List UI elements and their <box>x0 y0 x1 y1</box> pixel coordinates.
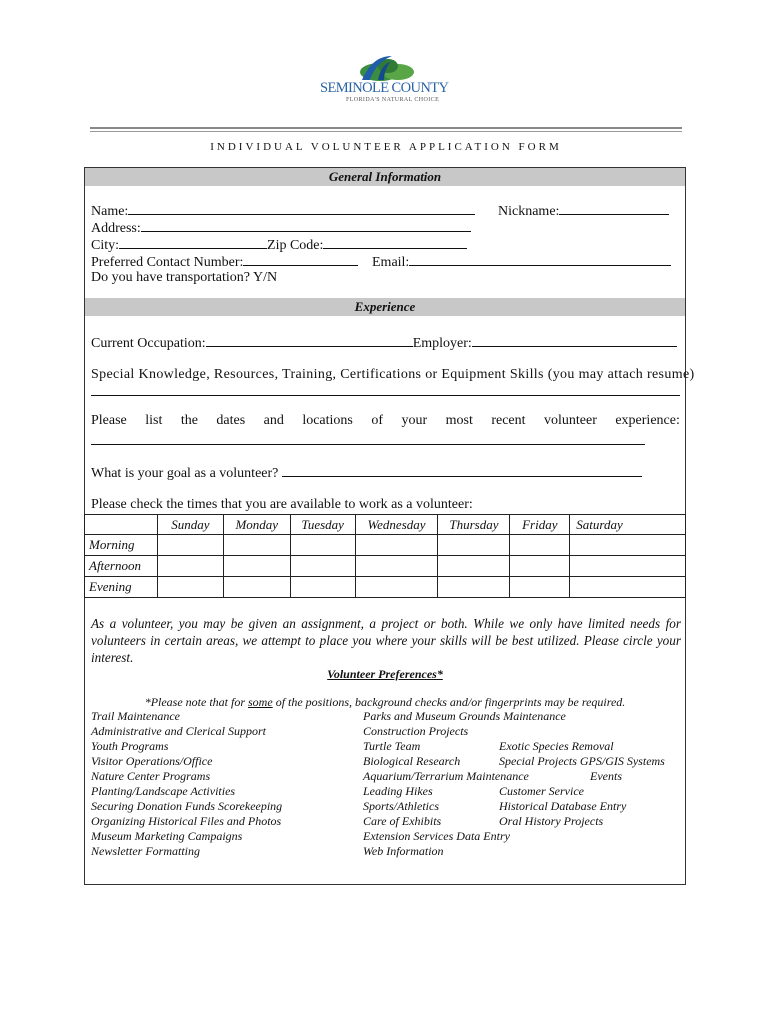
day-tuesday: Tuesday <box>290 515 355 535</box>
day-friday: Friday <box>510 515 570 535</box>
goal-label: What is your goal as a volunteer? <box>91 466 279 481</box>
form-title: INDIVIDUAL VOLUNTEER APPLICATION FORM <box>210 141 562 153</box>
availability-cell[interactable] <box>438 556 510 577</box>
contact-label: Preferred Contact Number: <box>91 255 244 270</box>
preference-option[interactable]: Organizing Historical Files and Photos <box>91 814 282 828</box>
preference-option[interactable]: Trail Maintenance <box>91 709 180 723</box>
availability-cell[interactable] <box>223 577 290 598</box>
recent-experience-word: the <box>180 413 198 428</box>
employer-label: Employer: <box>412 336 472 351</box>
preference-option[interactable]: Administrative and Clerical Support <box>91 724 266 738</box>
address-field[interactable] <box>141 218 471 232</box>
preference-option[interactable]: Care of Exhibits <box>363 814 442 828</box>
goal-row <box>91 463 642 482</box>
preference-option[interactable]: Visitor Operations/Office <box>91 754 213 768</box>
corner-cell <box>85 515 158 535</box>
nickname-field[interactable] <box>559 201 669 215</box>
occupation-label: Current Occupation: <box>91 336 206 351</box>
preference-option[interactable]: Leading Hikes <box>363 784 433 798</box>
availability-cell[interactable] <box>438 535 510 556</box>
preference-option[interactable]: Nature Center Programs <box>91 769 211 783</box>
availability-cell[interactable] <box>157 535 223 556</box>
availability-cell[interactable] <box>570 535 686 556</box>
time-evening: Evening <box>85 577 158 598</box>
afternoon-row <box>85 556 686 577</box>
preference-option[interactable]: Oral History Projects <box>499 814 604 828</box>
day-monday: Monday <box>223 515 290 535</box>
assignment-note: As a volunteer, you may be given an assignment, a project or both. While we only have limited needs for volunteers in certain areas, we attempt to place you where your skills will be best utilized. Please circle your interest. <box>91 616 681 665</box>
preferences-note <box>84 695 686 710</box>
nickname-row <box>498 201 669 220</box>
recent-experience-prompt <box>91 412 680 429</box>
occupation-row <box>91 333 677 352</box>
city-label: City: <box>91 238 120 253</box>
availability-table <box>84 514 686 598</box>
preference-option[interactable]: Customer Service <box>499 784 584 798</box>
availability-cell[interactable] <box>355 577 438 598</box>
preference-option[interactable]: Youth Programs <box>91 739 169 753</box>
zip-field[interactable] <box>323 235 467 249</box>
preferences-note-after: of the positions, background checks and/or fingerprints may be required. <box>272 695 626 709</box>
recent-experience-word: volunteer <box>544 413 597 428</box>
preference-option[interactable]: Web Information <box>363 844 444 858</box>
name-field[interactable] <box>128 201 475 215</box>
availability-cell[interactable] <box>510 556 570 577</box>
day-thursday: Thursday <box>438 515 510 535</box>
top-rule-thin <box>90 131 682 132</box>
availability-cell[interactable] <box>510 535 570 556</box>
recent-experience-word: and <box>263 413 284 428</box>
occupation-field[interactable] <box>206 333 413 347</box>
day-saturday: Saturday <box>570 515 686 535</box>
email-label: Email: <box>372 255 410 270</box>
preference-option[interactable]: Newsletter Formatting <box>91 844 200 858</box>
recent-experience-word: most <box>445 413 473 428</box>
preference-option[interactable]: Construction Projects <box>363 724 469 738</box>
preferences-note-before: *Please note that for <box>144 695 249 709</box>
preference-option[interactable]: Turtle Team <box>363 739 421 753</box>
time-morning: Morning <box>85 535 158 556</box>
email-row <box>372 252 671 271</box>
availability-cell[interactable] <box>223 556 290 577</box>
preference-option[interactable]: Biological Research <box>363 754 461 768</box>
availability-cell[interactable] <box>570 577 686 598</box>
address-label: Address: <box>91 221 141 236</box>
recent-experience-word: Please <box>91 413 127 428</box>
preference-option[interactable]: Securing Donation Funds Scorekeeping <box>91 799 283 813</box>
time-afternoon: Afternoon <box>85 556 158 577</box>
day-header-row <box>85 515 686 535</box>
availability-cell[interactable] <box>290 535 355 556</box>
preference-option[interactable]: Special Projects GPS/GIS Systems <box>499 754 665 768</box>
day-wednesday: Wednesday <box>355 515 438 535</box>
seminole-county-logo <box>318 50 458 110</box>
transportation-question: Do you have transportation? Y/N <box>91 270 278 285</box>
logo-title: SEMINOLE COUNTY <box>320 80 449 96</box>
preference-option[interactable]: Exotic Species Removal <box>499 739 614 753</box>
availability-cell[interactable] <box>157 577 223 598</box>
nickname-label: Nickname: <box>498 204 560 219</box>
email-field[interactable] <box>409 252 671 266</box>
preferences-heading: Volunteer Preferences* <box>327 667 443 681</box>
availability-cell[interactable] <box>290 556 355 577</box>
logo-subtitle: FLORIDA'S NATURAL CHOICE <box>346 97 440 103</box>
goal-field[interactable] <box>282 463 642 477</box>
availability-cell[interactable] <box>355 535 438 556</box>
recent-experience-word: dates <box>216 413 246 428</box>
recent-experience-answer-line[interactable] <box>91 444 645 445</box>
preferences-column-1 <box>91 709 282 859</box>
recent-experience-word: your <box>401 413 428 428</box>
preference-option[interactable]: Extension Services Data Entry <box>363 829 510 843</box>
preference-option[interactable]: Planting/Landscape Activities <box>91 784 236 798</box>
availability-cell[interactable] <box>438 577 510 598</box>
recent-experience-word: locations <box>302 413 353 428</box>
availability-cell[interactable] <box>570 556 686 577</box>
preference-option[interactable]: Historical Database Entry <box>499 799 627 813</box>
recent-experience-word: recent <box>491 413 526 428</box>
general-info-heading: General Information <box>85 168 685 186</box>
city-field[interactable] <box>119 235 267 249</box>
availability-cell[interactable] <box>355 556 438 577</box>
preference-option[interactable]: Museum Marketing Campaigns <box>91 829 243 843</box>
preferences-note-some: some <box>248 695 273 709</box>
recent-experience-word: experience: <box>615 413 680 428</box>
name-label: Name: <box>91 204 129 219</box>
experience-heading: Experience <box>85 298 685 316</box>
top-rule <box>90 127 682 129</box>
availability-cell[interactable] <box>510 577 570 598</box>
skills-prompt: Special Knowledge, Resources, Training, Certifications or Equipment Skills (you may attach resume) <box>91 367 695 382</box>
employer-field[interactable] <box>472 333 677 347</box>
preference-option[interactable]: Parks and Museum Grounds Maintenance <box>363 709 566 723</box>
preference-option[interactable]: Aquarium/Terrarium Maintenance <box>363 769 529 783</box>
availability-cell[interactable] <box>223 535 290 556</box>
recent-experience-word: of <box>371 413 384 428</box>
morning-row <box>85 535 686 556</box>
skills-answer-line[interactable] <box>91 395 680 396</box>
preference-option[interactable]: Sports/Athletics <box>363 799 439 813</box>
zip-label: Zip Code: <box>267 238 324 253</box>
day-sunday: Sunday <box>157 515 223 535</box>
contact-field[interactable] <box>243 252 358 266</box>
recent-experience-word: list <box>145 413 163 428</box>
availability-cell[interactable] <box>290 577 355 598</box>
preference-option[interactable]: Events <box>590 769 622 783</box>
evening-row <box>85 577 686 598</box>
availability-cell[interactable] <box>157 556 223 577</box>
availability-prompt: Please check the times that you are available to work as a volunteer: <box>91 497 473 512</box>
